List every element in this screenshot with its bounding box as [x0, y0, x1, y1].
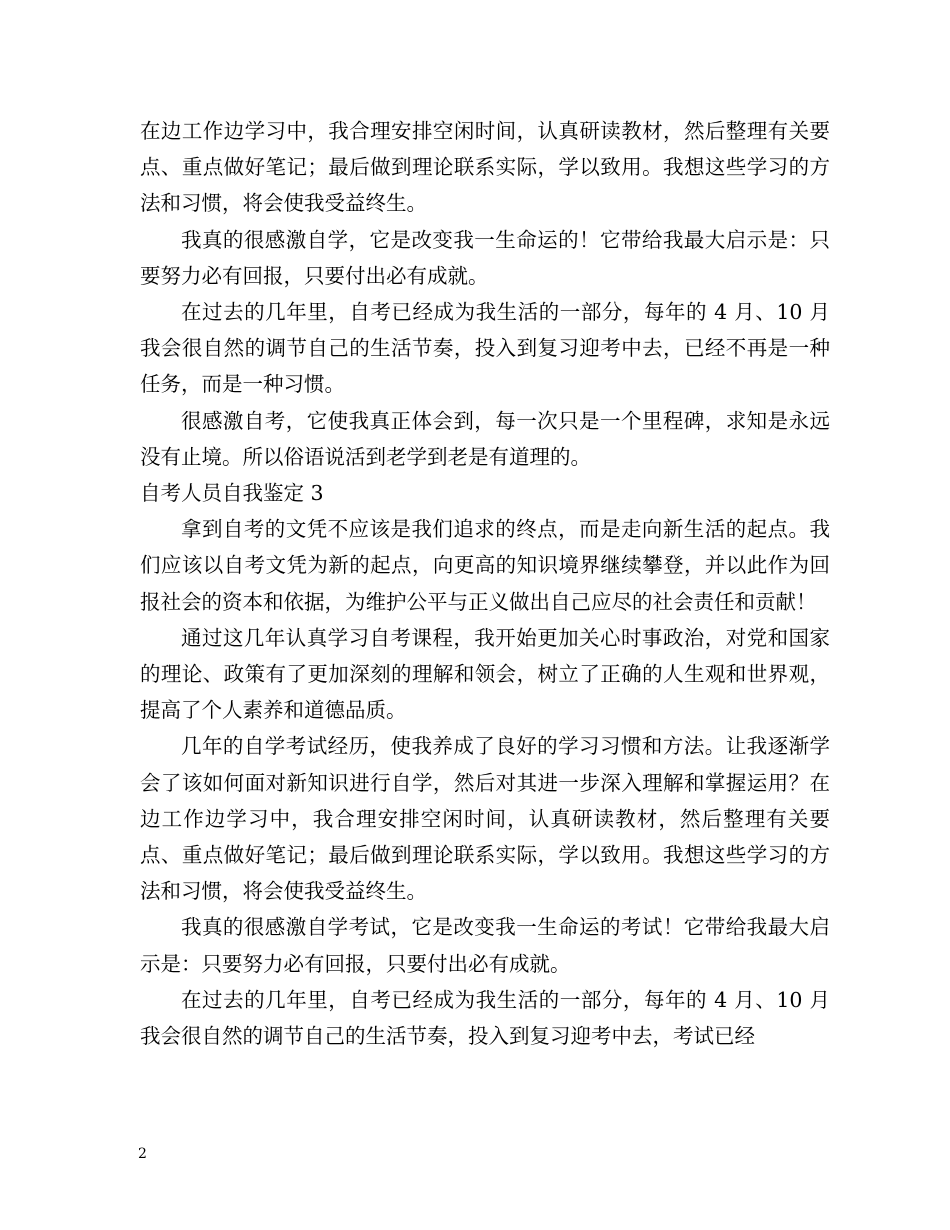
page-number: 2	[138, 1146, 147, 1162]
paragraph: 我真的很感激自学考试，它是改变我一生命运的考试！它带给我最大启示是：只要努力必有回报，只要付出必有成就。	[140, 915, 830, 976]
document-body	[140, 113, 830, 1054]
paragraph: 我真的很感激自学，它是改变我一生命运的！它带给我最大启示是：只要努力必有回报，只要付出必有成就。	[140, 227, 830, 288]
paragraph: 在过去的几年里，自考已经成为我生活的一部分，每年的 4 月、10 月我会很自然的调节自己的生活节奏，投入到复习迎考中去，已经不再是一种任务，而是一种习惯。	[140, 300, 830, 397]
paragraph: 在过去的几年里，自考已经成为我生活的一部分，每年的 4 月、10 月我会很自然的调节自己的生活节奏，投入到复习迎考中去，考试已经	[140, 987, 830, 1049]
paragraph: 通过这几年认真学习自考课程，我开始更加关心时事政治，对党和国家的理论、政策有了更加深刻的理解和领会，树立了正确的人生观和世界观，提高了个人素养和道德品质。	[140, 625, 830, 723]
paragraph: 很感激自考，它使我真正体会到，每一次只是一个里程碑，求知是永远没有止境。所以俗语说活到老学到老是有道理的。	[140, 408, 830, 469]
section-heading: 自考人员自我鉴定 3	[140, 481, 324, 506]
paragraph: 拿到自考的文凭不应该是我们追求的终点，而是走向新生活的起点。我们应该以自考文凭为新的起点，向更高的知识境界继续攀登，并以此作为回报社会的资本和依据，为维护公平与正义做出自己应尽的社会责任和贡献！	[140, 517, 830, 614]
paragraph: 几年的自学考试经历，使我养成了良好的学习习惯和方法。让我逐渐学会了该如何面对新知识进行自学，然后对其进一步深入理解和掌握运用？在边工作边学习中，我合理安排空闲时间，认真研读教材，然后整理有关要点、重点做好笔记；最后做到理论联系实际，学以致用。我想这些学习的方法和习惯，将会使我受益终生。	[140, 734, 830, 904]
paragraph: 在边工作边学习中，我合理安排空闲时间，认真研读教材，然后整理有关要点、重点做好笔记；最后做到理论联系实际，学以致用。我想这些学习的方法和习惯，将会使我受益终生。	[140, 119, 830, 216]
